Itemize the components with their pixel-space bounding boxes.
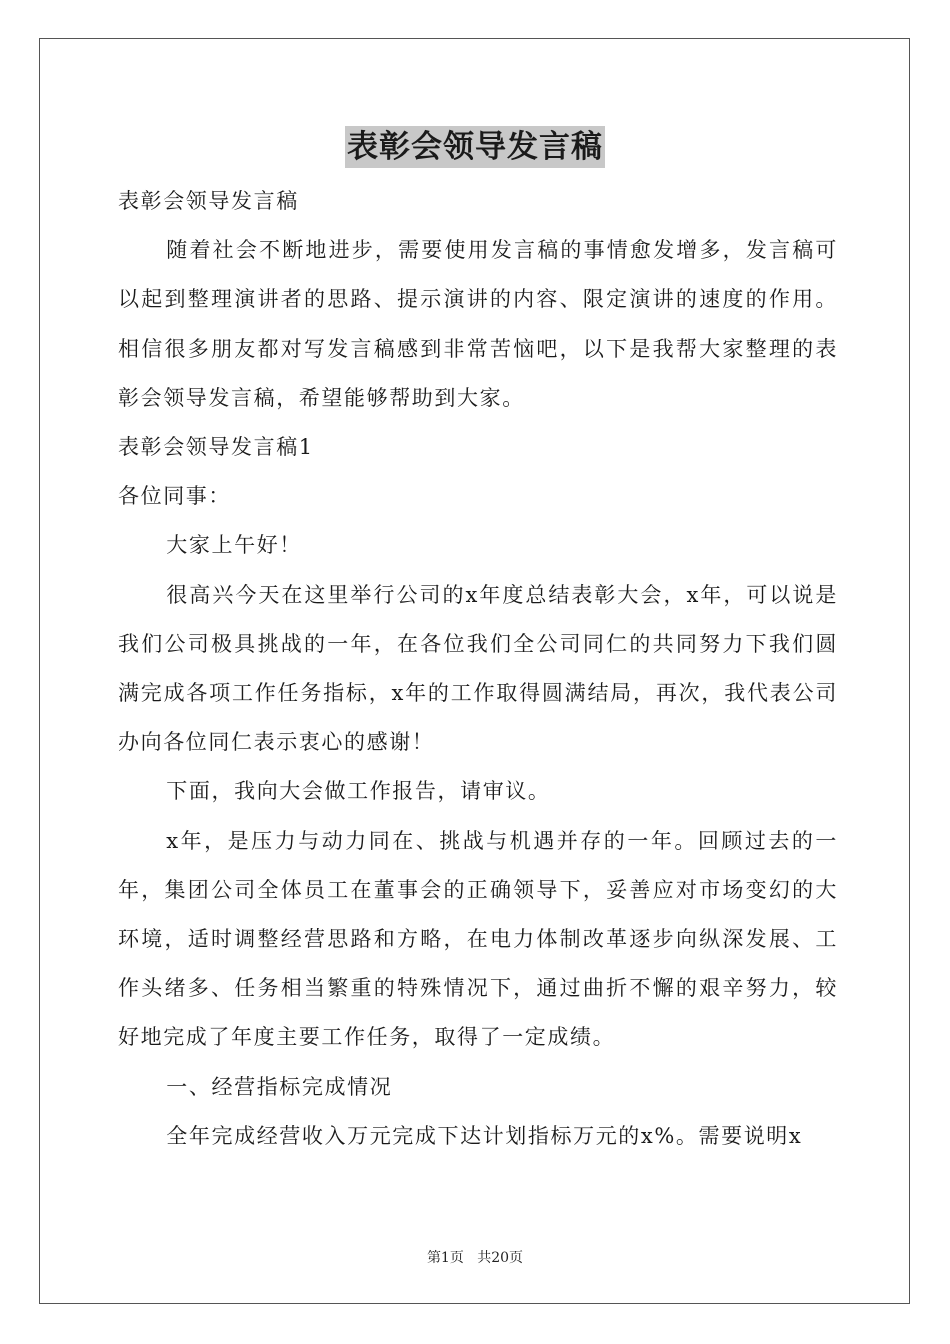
intro-paragraph: 随着社会不断地进步，需要使用发言稿的事情愈发增多，发言稿可以起到整理演讲者的思路、提示演讲的内容、限定演讲的速度的作用。相信很多朋友都对写发言稿感到非常苦恼吧，以下是我帮大家整理的表彰会领导发言稿，希望能够帮助到大家。 [118,238,838,410]
page-footer [0,1247,950,1267]
subtitle: 表彰会领导发言稿 [118,189,299,213]
salutation: 各位同事： [118,484,231,509]
document-title: 表彰会领导发言稿 [345,126,605,168]
section-heading: 表彰会领导发言稿1 [118,435,314,460]
greeting: 大家上午好！ [166,533,302,558]
title-container [0,126,950,168]
page-number: 第1页 [426,1250,464,1266]
total-pages: 共20页 [477,1250,524,1266]
document-body [118,177,838,1161]
body-paragraph: x年，是压力与动力同在、挑战与机遇并存的一年。回顾过去的一年，集团公司全体员工在董事会的正确领导下，妥善应对市场变幻的大环境，适时调整经营思路和方略，在电力体制改革逐步向纵深发展、工作头绪多、任务相当繁重的特殊情况下，通过曲折不懈的艰辛努力，较好地完成了年度主要工作任务，取得了一定成绩。 [118,828,838,1050]
body-paragraph: 全年完成经营收入万元完成下达计划指标万元的x%。需要说明x [166,1123,803,1148]
subsection-heading: 一、经营指标完成情况 [166,1074,393,1099]
body-paragraph: 很高兴今天在这里举行公司的x年度总结表彰大会，x年，可以说是我们公司极具挑战的一年，在各位我们全公司同仁的共同努力下我们圆满完成各项工作任务指标，x年的工作取得圆满结局，再次，我代表公司办向各位同仁表示衷心的感谢！ [118,582,838,755]
body-paragraph: 下面，我向大会做工作报告，请审议。 [166,779,551,804]
